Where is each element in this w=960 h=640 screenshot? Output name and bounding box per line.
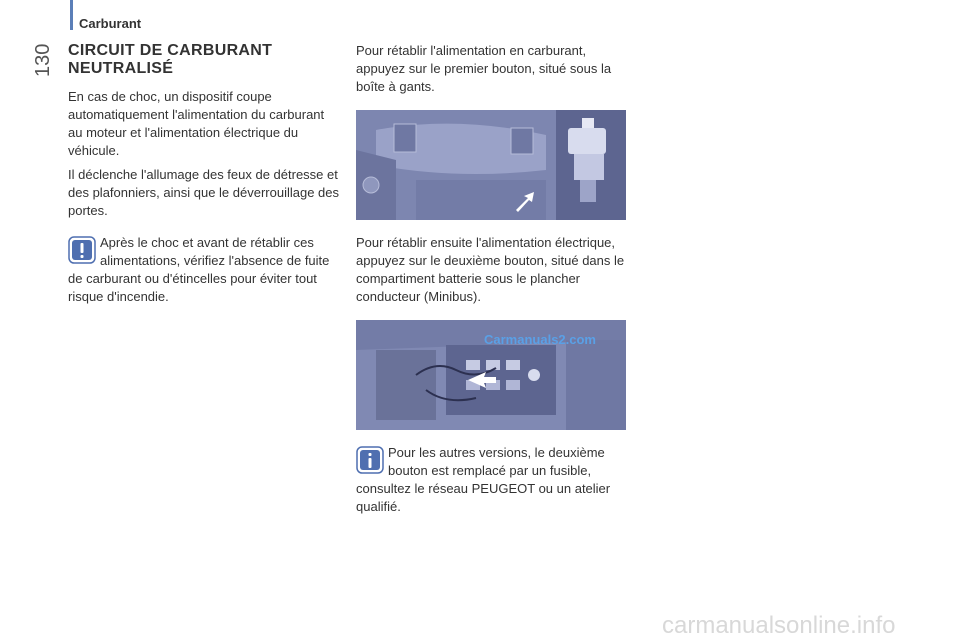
glovebox-button-photo bbox=[356, 110, 626, 220]
info-icon bbox=[356, 446, 384, 474]
warning-text: Après le choc et avant de rétablir ces alimentations, vérifiez l'absence de fuite de carburant ou d'étincelles pour éviter tout risque d'incendie. bbox=[68, 235, 330, 304]
section-marker-bar bbox=[70, 0, 73, 30]
battery-compartment-photo bbox=[356, 320, 626, 430]
info-text: Pour les autres versions, le deuxième bouton est remplacé par un fusible, consultez le réseau PEUGEOT ou un atelier qualifié. bbox=[356, 445, 611, 514]
warning-icon bbox=[68, 236, 96, 264]
right-column bbox=[356, 42, 631, 516]
site-watermark: carmanualsonline.info bbox=[662, 612, 896, 639]
intro-paragraph: En cas de choc, un dispositif coupe automatiquement l'alimentation du carburant au moteur et l'alimentation électrique du véhicule. bbox=[68, 89, 325, 158]
page-number: 130 bbox=[32, 43, 54, 77]
left-column bbox=[68, 42, 340, 306]
electric-reset-paragraph: Pour rétablir ensuite l'alimentation électrique, appuyez sur le deuxième bouton, situé dans le compartiment batterie sous le plancher conducteur (Minibus). bbox=[356, 235, 625, 304]
fuel-reset-paragraph: Pour rétablir l'alimentation en carburant, appuyez sur le premier bouton, situé sous la boîte à gants. bbox=[356, 43, 612, 94]
section-title: Carburant bbox=[79, 16, 142, 31]
info-note bbox=[356, 444, 631, 516]
warning-note bbox=[68, 234, 340, 306]
image-watermark: Carmanuals2.com bbox=[484, 332, 596, 347]
hazard-paragraph: Il déclenche l'allumage des feux de détresse et des plafonniers, ainsi que le déverrouillage des portes. bbox=[68, 167, 340, 218]
page-heading: CIRCUIT DE CARBURANT NEUTRALISÉ bbox=[68, 42, 273, 77]
